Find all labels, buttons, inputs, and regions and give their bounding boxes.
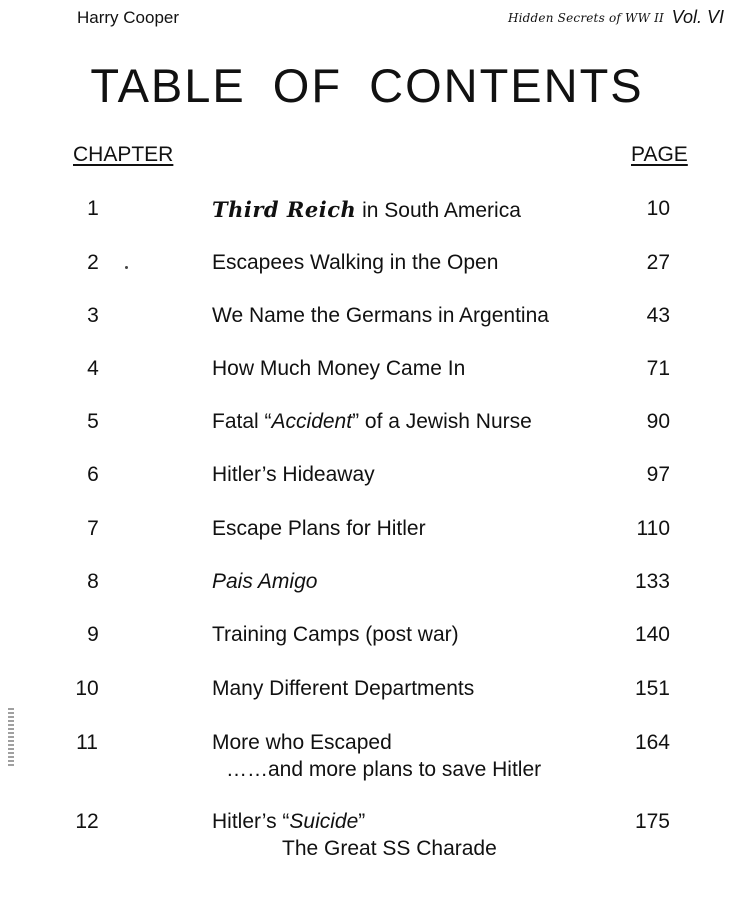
page-number: 133 — [634, 570, 670, 593]
page-number: 164 — [634, 731, 670, 754]
chapter-title: Escapees Walking in the Open — [212, 251, 499, 274]
page-column-header: PAGE — [631, 143, 688, 166]
chapter-title — [212, 197, 521, 223]
chapter-title: We Name the Germans in Argentina — [212, 304, 549, 327]
page-number: 71 — [646, 357, 670, 380]
page-number: 140 — [634, 623, 670, 646]
page-number: 43 — [646, 304, 670, 327]
page-number: 175 — [634, 810, 670, 833]
page-number: 97 — [646, 463, 670, 486]
chapter-title — [212, 810, 365, 834]
chapter-title-italic: Suicide — [289, 810, 359, 833]
header-volume: Vol. VI — [671, 7, 724, 27]
scan-speck — [125, 266, 128, 269]
chapter-number: 11 — [76, 731, 98, 754]
chapter-number: 8 — [87, 570, 99, 593]
chapter-number: 9 — [87, 623, 99, 646]
chapter-title: Training Camps (post war) — [212, 623, 459, 646]
chapter-column-header: CHAPTER — [73, 143, 174, 166]
chapter-title: Escape Plans for Hitler — [212, 517, 426, 540]
chapter-number: 2 — [87, 251, 99, 274]
chapter-number: 4 — [87, 357, 99, 380]
page-title: TABLE OF CONTENTS — [90, 59, 644, 112]
chapter-title-part: Fatal “ — [212, 410, 272, 433]
chapter-subtitle: ……and more plans to save Hitler — [226, 758, 542, 781]
chapter-number: 3 — [87, 304, 99, 327]
scan-edge-mark — [8, 708, 14, 768]
chapter-title: More who Escaped — [212, 731, 392, 754]
page-number: 90 — [646, 410, 670, 433]
chapter-number: 1 — [87, 197, 99, 220]
chapter-title-blackletter: Third Reich — [212, 197, 357, 222]
chapter-number: 10 — [75, 677, 99, 700]
chapter-number: 12 — [75, 810, 99, 833]
chapter-title-rest: in South America — [356, 199, 521, 222]
header-series-title: Hidden Secrets of WW II — [507, 11, 664, 25]
chapter-title: How Much Money Came In — [212, 357, 466, 380]
page-number: 110 — [636, 517, 670, 540]
page-number: 10 — [646, 197, 670, 220]
page-number: 151 — [634, 677, 670, 700]
chapter-title-italic: Accident — [271, 410, 353, 433]
chapter-number: 5 — [87, 410, 99, 433]
chapter-title: Many Different Departments — [212, 677, 475, 700]
chapter-title: Pais Amigo — [212, 570, 318, 593]
chapter-title-part: ” — [358, 810, 366, 833]
page-number: 27 — [646, 251, 670, 274]
chapter-subtitle: The Great SS Charade — [282, 837, 497, 860]
chapter-title — [212, 410, 532, 434]
chapter-number: 6 — [87, 463, 99, 486]
header-author: Harry Cooper — [77, 8, 180, 27]
chapter-title: Hitler’s Hideaway — [212, 463, 375, 486]
chapter-title-part: Hitler’s “ — [212, 810, 290, 833]
chapter-number: 7 — [87, 517, 99, 540]
chapter-title-part: ” of a Jewish Nurse — [352, 410, 532, 433]
